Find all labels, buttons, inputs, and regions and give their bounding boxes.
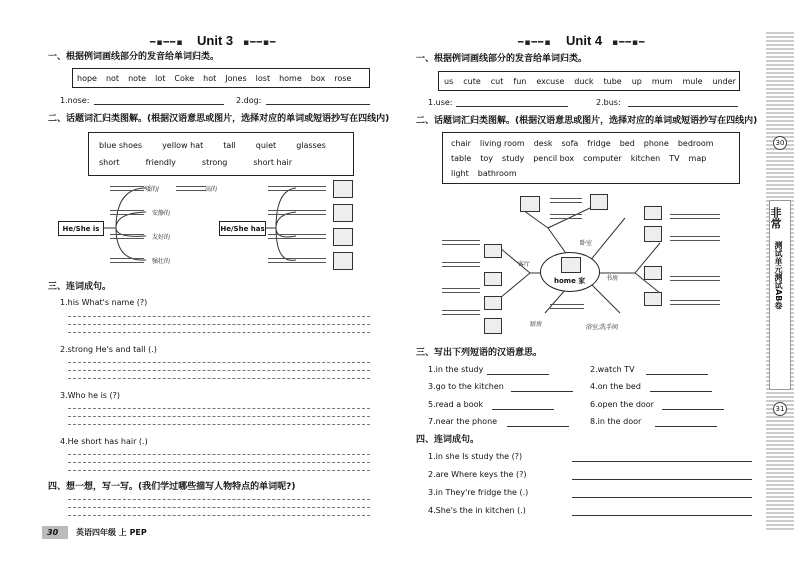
- question-2-label: 2.dog:: [236, 96, 262, 105]
- vocab-word: box: [310, 74, 326, 83]
- section-1-title: 一、根据例词画线部分的发音给单词归类。: [416, 54, 588, 64]
- vocab-word: toy: [480, 154, 494, 163]
- sentence-item: 4.He short has hair (.): [60, 437, 148, 446]
- vocab-row: [451, 139, 714, 148]
- vocab-box: [88, 132, 354, 176]
- section-3-title: 三、连词成句。: [48, 282, 112, 292]
- answer-line[interactable]: [492, 409, 554, 410]
- vocab-word: strong: [201, 158, 228, 167]
- short-hair-icon: [333, 204, 353, 222]
- answer-line[interactable]: [456, 106, 568, 107]
- vocab-word: desk: [533, 139, 553, 148]
- answer-line[interactable]: [572, 479, 752, 480]
- answer-line[interactable]: [572, 461, 752, 462]
- blue-shoes-icon: [333, 252, 353, 270]
- answer-line[interactable]: [650, 391, 712, 392]
- vocab-word: TV: [669, 154, 680, 163]
- label-short: 矮的/: [145, 186, 160, 193]
- page-number: 30: [47, 528, 59, 537]
- vocab-word: phone: [643, 139, 669, 148]
- section-4-title: 四、连词成句。: [416, 435, 480, 445]
- vocab-word: tall: [223, 141, 236, 150]
- phrase-item: 2.watch TV: [590, 365, 635, 374]
- page-number-badge: [42, 526, 68, 539]
- answer-line[interactable]: [266, 104, 370, 105]
- answer-line[interactable]: [94, 104, 224, 105]
- house-icon: [561, 257, 581, 273]
- vocab-word: Coke: [174, 74, 195, 83]
- phrase-item: 3.go to the kitchen: [428, 382, 504, 391]
- vocab-word: hope: [77, 74, 97, 83]
- answer-line[interactable]: [487, 374, 549, 375]
- vocab-word: home: [279, 74, 302, 83]
- home-label: home 家: [554, 277, 586, 285]
- answer-line[interactable]: [507, 426, 569, 427]
- vocab-word: blue shoes: [99, 141, 143, 150]
- vocab-word: bed: [619, 139, 635, 148]
- vocab-word: short hair: [253, 158, 292, 167]
- label-study: 书房: [606, 275, 619, 282]
- vocab-row: [451, 154, 706, 163]
- header-ornament-right: ▪━━▪━: [612, 38, 646, 48]
- map-node-he-she-has: He/She has: [219, 221, 266, 236]
- sentence-item: 2.are Where keys the (?): [428, 470, 527, 479]
- bed-icon: [520, 196, 540, 212]
- vocab-word: sofa: [561, 139, 579, 148]
- vocab-row: [99, 158, 292, 167]
- vocab-word: glasses: [296, 141, 326, 150]
- map-icon: [644, 206, 662, 220]
- vocab-word: note: [128, 74, 147, 83]
- vocab-word: fridge: [587, 139, 611, 148]
- vocab-word: short: [99, 158, 120, 167]
- phrase-item: 1.in the study: [428, 365, 484, 374]
- phone-icon: [484, 272, 502, 286]
- label-quiet: 安静的: [152, 210, 171, 217]
- strip-subtitle: 测试单元测试AB卷: [774, 241, 783, 310]
- vocab-word: bedroom: [677, 139, 714, 148]
- sentence-item: 1.in she Is study the (?): [428, 452, 523, 461]
- phrase-item: 7.near the phone: [428, 417, 498, 426]
- vocab-word: cute: [463, 77, 481, 86]
- answer-line[interactable]: [662, 409, 724, 410]
- vocab-word: hot: [203, 74, 217, 83]
- vocab-word: mum: [651, 77, 673, 86]
- sentence-item: 2.strong He's and tall (.): [60, 345, 157, 354]
- vocab-word: friendly: [145, 158, 176, 167]
- vocab-word: up: [631, 77, 642, 86]
- answer-line[interactable]: [646, 374, 708, 375]
- light-icon: [644, 292, 662, 306]
- section-1-title: 一、根据例词画线部分的发音给单词归类。: [48, 52, 220, 62]
- yellow-hat-icon: [333, 228, 353, 246]
- chair-icon: [644, 266, 662, 280]
- vocab-word: duck: [574, 77, 594, 86]
- home-center-node: [540, 252, 600, 292]
- answer-line[interactable]: [655, 426, 717, 427]
- vocab-word: tube: [603, 77, 622, 86]
- vocab-word: pencil box: [533, 154, 575, 163]
- circle-marker: 30: [773, 136, 787, 150]
- vocab-word: cut: [490, 77, 504, 86]
- fridge-icon: [484, 296, 502, 310]
- vocab-word: quiet: [255, 141, 277, 150]
- phrase-item: 5.read a book: [428, 400, 484, 409]
- section-2-title: 二、话题词汇归类图解。(根据汉语意思或图片，选择对应的单词或短语抄写在四线内): [48, 114, 390, 124]
- section-3-title: 三、写出下列短语的汉语意思。: [416, 348, 543, 358]
- computer-icon: [644, 226, 662, 242]
- vocab-word: excuse: [536, 77, 565, 86]
- sofa-icon: [484, 244, 502, 258]
- unit-title: Unit 3: [197, 33, 234, 48]
- circle-marker: 31: [773, 402, 787, 416]
- vocab-word: map: [688, 154, 707, 163]
- table-icon: [484, 318, 502, 334]
- label-living-room: 客厅: [518, 261, 531, 268]
- answer-line[interactable]: [572, 497, 752, 498]
- vocab-word: study: [502, 154, 525, 163]
- strip-title-panel: [769, 200, 791, 390]
- label-strong: 强壮的: [152, 258, 171, 265]
- word-box: [438, 71, 740, 91]
- answer-line[interactable]: [572, 515, 752, 516]
- label-tall: 高的: [205, 186, 218, 193]
- sentence-item: 3.Who he is (?): [60, 391, 121, 400]
- vocab-word: bathroom: [477, 169, 517, 178]
- sentence-item: 3.in They're fridge the (.): [428, 488, 529, 497]
- answer-line[interactable]: [628, 106, 738, 107]
- question-1-label: 1.use:: [428, 98, 453, 107]
- label-friendly: 友好的: [152, 234, 171, 241]
- word-box: [72, 68, 370, 88]
- glasses-icon: [333, 180, 353, 198]
- vocab-word: lost: [255, 74, 271, 83]
- vocab-word: light: [451, 169, 469, 178]
- vocab-word: fun: [513, 77, 527, 86]
- sentence-item: 1.his What's name (?): [60, 298, 148, 307]
- sentence-item: 4.She's the in kitchen (.): [428, 506, 526, 515]
- phrase-item: 6.open the door: [590, 400, 654, 409]
- vocab-word: us: [444, 77, 454, 86]
- vocab-word: yellow hat: [162, 141, 204, 150]
- toy-icon: [590, 194, 608, 210]
- unit-title: Unit 4: [566, 33, 603, 48]
- vocab-word: Jones: [225, 74, 247, 83]
- label-kitchen: 厨房: [530, 321, 543, 328]
- vocab-box: [442, 132, 740, 184]
- question-1-label: 1.nose:: [60, 96, 90, 105]
- header-ornament-left: ━▪━━▪: [150, 38, 184, 48]
- vocab-word: under: [712, 77, 736, 86]
- phrase-item: 4.on the bed: [590, 382, 641, 391]
- word-list: [444, 77, 736, 86]
- answer-line[interactable]: [511, 391, 573, 392]
- vocab-word: chair: [451, 139, 471, 148]
- vocab-word: not: [105, 74, 120, 83]
- word-list: [77, 74, 351, 83]
- section-4-title: 四、想一想，写一写。(我们学过哪些描写人物特点的单词呢?): [48, 482, 296, 492]
- section-2-title: 二、话题词汇归类图解。(根据汉语意思或图片，选择对应的单词或短语抄写在四线内): [416, 116, 758, 126]
- side-strip: [766, 30, 794, 530]
- vocab-word: computer: [583, 154, 622, 163]
- vocab-word: lot: [155, 74, 166, 83]
- phrase-item: 8.in the door: [590, 417, 642, 426]
- question-2-label: 2.bus:: [596, 98, 621, 107]
- vocab-word: living room: [479, 139, 525, 148]
- brand-label: 非常: [769, 207, 782, 229]
- map-node-he-she-is: He/She is: [58, 221, 104, 236]
- vocab-word: table: [451, 154, 472, 163]
- vocab-row: [99, 141, 326, 150]
- label-bathroom: 浴室;洗手间: [586, 324, 619, 331]
- right-page: [400, 0, 800, 566]
- label-bedroom: 卧室: [580, 240, 593, 247]
- header-ornament-right: ▪━━▪━: [243, 38, 277, 48]
- vocab-word: rose: [334, 74, 352, 83]
- vocab-word: mule: [682, 77, 703, 86]
- footer-text: 英语四年级 上 PEP: [76, 528, 147, 537]
- header-ornament-left: ━▪━━▪: [518, 38, 552, 48]
- vocab-row: [451, 169, 517, 178]
- vocab-word: kitchen: [630, 154, 661, 163]
